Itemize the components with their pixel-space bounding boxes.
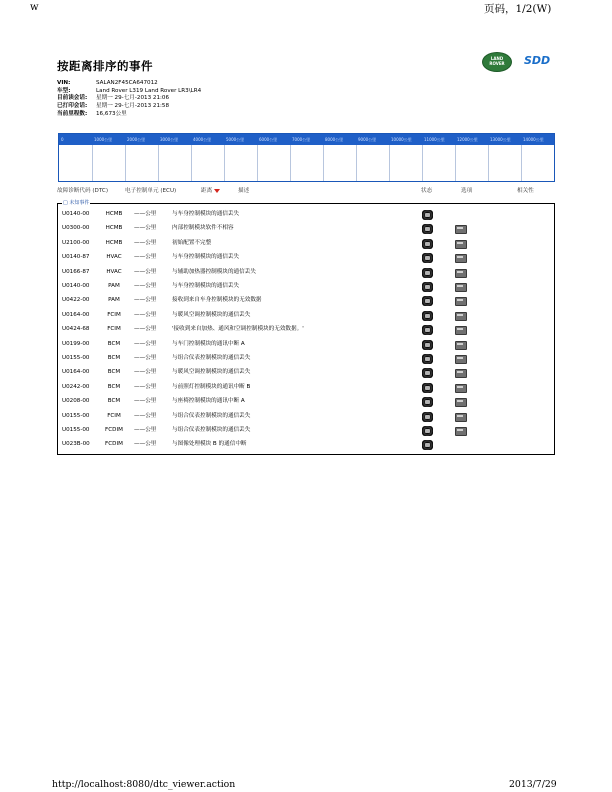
vehicle-info-value: 16,673公里	[96, 110, 127, 117]
distance-value: ——公里	[134, 268, 157, 275]
dtc-code: U0199-00	[62, 340, 90, 347]
report-title: 按距离排序的事件	[57, 59, 153, 73]
options-icon[interactable]	[455, 384, 467, 393]
ecu-name: HCMB	[105, 211, 123, 217]
options-icon[interactable]	[455, 240, 467, 249]
mileage-tick-label: 1000公里	[94, 137, 113, 142]
ecu-name: FCIM	[107, 412, 121, 419]
dtc-code: U0140-87	[62, 254, 90, 261]
dtc-description: 与图像处理模块 B 的通信中断	[172, 441, 247, 448]
vehicle-info	[57, 80, 201, 119]
ecu-name: HVAC	[106, 254, 122, 261]
print-header-page-number: 页码，1/2(W)	[484, 3, 552, 15]
options-icon[interactable]	[455, 427, 467, 436]
column-header-status[interactable]: 状态	[421, 188, 433, 194]
distance-value: ——公里	[134, 398, 157, 405]
land-rover-logo	[482, 52, 512, 72]
status-icon	[422, 282, 433, 292]
vehicle-info-row	[57, 80, 201, 88]
options-icon[interactable]	[455, 225, 467, 234]
mileage-timeline	[58, 133, 555, 182]
vehicle-info-label: VIN:	[57, 80, 71, 86]
dtc-description: 与暖风空调控制模块的通信丢失	[172, 311, 251, 318]
print-header-left: w	[30, 2, 39, 13]
dtc-description: 与组合仪表控制模块的通信丢失	[172, 355, 251, 361]
dtc-description: 与车身控制模块的通信丢失	[172, 211, 240, 217]
ecu-name: FCDIM	[105, 441, 123, 448]
mileage-tick-label: 9000公里	[358, 137, 377, 142]
dtc-code: U0166-87	[62, 268, 90, 275]
dtc-code: U0155-00	[62, 412, 90, 419]
status-icon	[422, 354, 433, 364]
ecu-name: PAM	[108, 283, 120, 289]
print-footer-date: 2013/7/29	[509, 779, 557, 790]
mileage-tick-label: 7000公里	[292, 137, 311, 142]
land-rover-logo-text: LAND ROVER	[489, 56, 505, 66]
ecu-name: HCMB	[105, 239, 123, 246]
dtc-code: U0155-00	[62, 427, 90, 433]
print-footer-url: http://localhost:8080/dtc_viewer.action	[52, 779, 236, 790]
dtc-description: 与座椅控制模块的通讯中断 A	[172, 398, 245, 405]
status-icon	[422, 440, 433, 450]
mileage-grid-line	[158, 145, 159, 181]
mileage-tick-label: 14000公里	[523, 137, 544, 142]
mileage-tick-label: 4000公里	[193, 137, 212, 142]
mileage-tick-label: 3000公里	[160, 137, 179, 142]
status-icon	[422, 397, 433, 407]
vehicle-info-label: 车型:	[57, 87, 71, 94]
dtc-code: U0300-00	[62, 225, 90, 232]
column-header-distance-label: 距离	[201, 188, 213, 194]
section-unknown-events[interactable]: □ 未知事件	[63, 200, 90, 206]
distance-value: ——公里	[134, 441, 157, 448]
column-header-dtc[interactable]: 故障诊断代码 (DTC)	[57, 188, 109, 194]
distance-value: ——公里	[134, 355, 157, 361]
mileage-tick-label: 12000公里	[457, 137, 478, 142]
mileage-grid-line	[455, 145, 456, 181]
column-header-distance[interactable]	[201, 186, 220, 194]
status-icon	[422, 368, 433, 378]
ecu-name: BCM	[107, 383, 121, 390]
dtc-code: U0242-00	[62, 383, 90, 390]
dtc-description: '接收到来自加热、通风和空调控制模块的无效数据。'	[172, 326, 304, 333]
dtc-code: U023B-00	[62, 441, 90, 448]
mileage-grid-line	[422, 145, 423, 181]
sort-descending-icon	[214, 189, 220, 193]
dtc-code: U0424-68	[62, 326, 90, 333]
ecu-name: BCM	[107, 355, 121, 361]
status-icon	[422, 426, 433, 436]
dtc-description: 内部控制模块软件不相容	[172, 225, 234, 232]
sdd-logo: SDD	[524, 54, 551, 67]
dtc-description: 与车身控制模块的通信丢失	[172, 283, 240, 289]
options-icon[interactable]	[455, 326, 467, 335]
dtc-code: U0208-00	[62, 398, 90, 405]
status-icon	[422, 210, 433, 220]
dtc-code: U0155-00	[62, 355, 90, 361]
dtc-code: U0164-00	[62, 369, 90, 376]
mileage-grid-line	[323, 145, 324, 181]
mileage-grid-line	[356, 145, 357, 181]
status-icon	[422, 253, 433, 263]
status-icon	[422, 268, 433, 278]
ecu-name: BCM	[107, 369, 121, 376]
distance-value: ——公里	[134, 326, 157, 333]
distance-value: ——公里	[134, 211, 157, 217]
status-icon	[422, 224, 433, 234]
dtc-code: U2100-00	[62, 239, 90, 246]
vehicle-info-label: 当前里程数:	[57, 110, 88, 117]
dtc-description: 与辅助加热器控制模块的通信丢失	[172, 268, 256, 275]
mileage-tick-label: 5000公里	[226, 137, 245, 142]
dtc-code: U0422-00	[62, 297, 90, 304]
distance-value: ——公里	[134, 311, 157, 318]
mileage-grid-line	[92, 145, 93, 181]
dtc-description: 与组合仪表控制模块的通信丢失	[172, 427, 251, 433]
vehicle-info-value: 星期一 29-七月-2013 21:06	[96, 95, 170, 102]
dtc-code: U0140-00	[62, 211, 90, 217]
options-icon[interactable]	[455, 283, 467, 292]
distance-value: ——公里	[134, 369, 157, 376]
dtc-description: 与车门控制模块的通讯中断 A	[172, 340, 245, 347]
column-header-options[interactable]: 选项	[461, 188, 473, 194]
status-icon	[422, 340, 433, 350]
options-icon[interactable]	[455, 341, 467, 350]
vehicle-info-value: 星期一 29-七月-2013 21:58	[96, 103, 170, 110]
ecu-name: HCMB	[105, 225, 123, 232]
vehicle-info-row	[57, 95, 201, 103]
status-icon	[422, 311, 433, 321]
options-icon[interactable]	[455, 269, 467, 278]
dtc-code: U0164-00	[62, 311, 90, 318]
ecu-name: BCM	[107, 398, 121, 405]
mileage-grid-line	[191, 145, 192, 181]
distance-value: ——公里	[134, 427, 157, 433]
column-header-ecu[interactable]: 电子控制单元 (ECU)	[125, 188, 177, 194]
status-icon	[422, 383, 433, 393]
vehicle-info-label: 目前读会话:	[57, 95, 88, 102]
mileage-grid-line	[488, 145, 489, 181]
dtc-description: 初始配置不完整	[172, 239, 212, 246]
vehicle-info-value: Land Rover L319 Land Rover LR3\LR4	[96, 87, 202, 94]
mileage-tick-label: 6000公里	[259, 137, 278, 142]
mileage-tick-label: 11000公里	[424, 137, 445, 142]
distance-value: ——公里	[134, 297, 157, 304]
status-icon	[422, 325, 433, 335]
dtc-description: 与暖风空调控制模块的通信丢失	[172, 369, 251, 376]
dtc-description: 与组合仪表控制模块的通信丢失	[172, 412, 251, 419]
distance-value: ——公里	[134, 225, 157, 232]
column-header-description[interactable]: 描述	[238, 188, 250, 194]
options-icon[interactable]	[455, 297, 467, 306]
dtc-description: 接收到来自车身控制模块的无效数据	[172, 297, 262, 304]
mileage-grid-line	[224, 145, 225, 181]
distance-value: ——公里	[134, 254, 157, 261]
distance-value: ——公里	[134, 340, 157, 347]
options-icon[interactable]	[455, 254, 467, 263]
vehicle-info-label: 已打印会话:	[57, 103, 88, 110]
vehicle-info-row	[57, 111, 201, 119]
ecu-name: FCDIM	[105, 427, 123, 433]
column-header-relevance[interactable]: 相关性	[517, 188, 534, 194]
mileage-tick-label: 2000公里	[127, 137, 146, 142]
mileage-grid-line	[389, 145, 390, 181]
mileage-grid-line	[290, 145, 291, 181]
status-icon	[422, 296, 433, 306]
distance-value: ——公里	[134, 412, 157, 419]
mileage-grid-line	[521, 145, 522, 181]
mileage-tick-label: 13000公里	[490, 137, 511, 142]
ecu-name: FCIM	[107, 311, 121, 318]
vehicle-info-row	[57, 103, 201, 111]
dtc-table	[57, 203, 555, 455]
distance-value: ——公里	[134, 239, 157, 246]
distance-value: ——公里	[134, 383, 157, 390]
dtc-code: U0140-00	[62, 283, 90, 289]
dtc-description: 与前照灯控制模块的通讯中断 B	[172, 383, 251, 390]
dtc-description: 与车身控制模块的通信丢失	[172, 254, 240, 261]
options-icon[interactable]	[455, 369, 467, 378]
mileage-tick-label: 0	[61, 137, 64, 142]
vehicle-info-value: SALAN2F45CA647012	[96, 80, 158, 86]
options-icon[interactable]	[455, 355, 467, 364]
mileage-grid-line	[257, 145, 258, 181]
options-icon[interactable]	[455, 413, 467, 422]
mileage-grid-line	[125, 145, 126, 181]
mileage-tick-label: 8000公里	[325, 137, 344, 142]
ecu-name: BCM	[107, 340, 121, 347]
ecu-name: FCIM	[107, 326, 121, 333]
ecu-name: HVAC	[106, 268, 122, 275]
distance-value: ——公里	[134, 283, 157, 289]
status-icon	[422, 239, 433, 249]
mileage-tick-label: 10000公里	[391, 137, 412, 142]
options-icon[interactable]	[455, 398, 467, 407]
status-icon	[422, 412, 433, 422]
options-icon[interactable]	[455, 312, 467, 321]
ecu-name: PAM	[108, 297, 120, 304]
